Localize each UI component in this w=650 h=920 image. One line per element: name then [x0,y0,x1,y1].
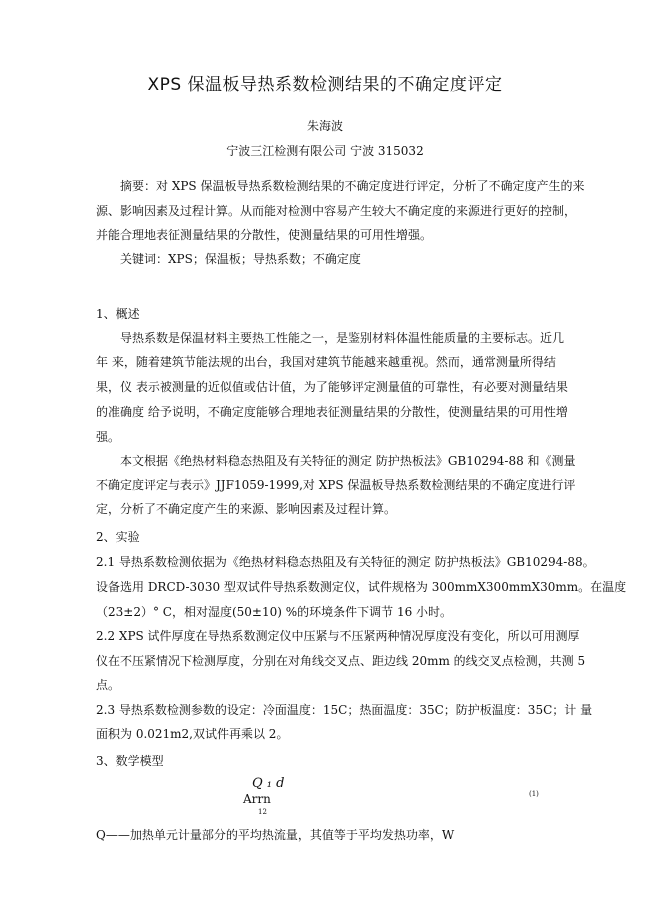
paragraph-line: 果，仪 表示被测量的近似值或估计值，为了能够评定测量值的可靠性，有必要对测量结果 [96,380,568,394]
paragraph-line: 点。 [96,678,121,692]
formula-numerator: Q ₁ d [252,776,285,791]
paragraph-line: 年 来，随着建筑节能法规的出台，我国对建筑节能越来越重视。然而，通常测量所得结 [96,355,556,369]
abstract-line: 并能合理地表征测量结果的分散性，使测量结果的可用性增强。 [96,228,433,242]
paragraph-line: 仪在不压紧情况下检测厚度，分别在对角线交叉点、距边线 20mm 的线交叉点检测，共测 5 [96,654,586,668]
paper-title: XPS 保温板导热系数检测结果的不确定度评定 [147,75,503,95]
author-affiliation: 宁波三江检测有限公司 宁波 315032 [226,144,424,158]
section-heading-2: 2、实验 [96,530,140,544]
paragraph-line: 2.2 XPS 试件厚度在导热系数测定仪中压紧与不压紧两种情况厚度没有变化，所以可用测厚 [96,629,580,643]
paragraph-line: （23±2）° C，相对湿度(50±10) %的环境条件下调节 16 小时。 [96,605,453,619]
section-heading-1: 1、概述 [96,307,140,321]
section-heading-3: 3、数学模型 [96,754,164,768]
paragraph-line: 设备选用 DRCD-3030 型双试件导热系数测定仪，试件规格为 300mmX300mmX30mm。在温度 [96,580,627,594]
abstract-line: 源、影响因素及过程计算。从而能对检测中容易产生较大不确定度的来源进行更好的控制， [96,204,577,218]
formula-denominator: Arrn [243,792,271,806]
paragraph-line: 2.3 导热系数检测参数的设定：冷面温度：15C；热面温度：35C；防护板温度：35C；计 量 [96,703,593,717]
paragraph-line: 定，分析了不确定度产生的来源、影响因素及过程计算。 [96,502,397,516]
paragraph-line: 本文根据《绝热材料稳态热阻及有关特征的测定 防护热板法》GB10294-88 和《测量 [120,454,576,468]
abstract-line: 摘要：对 XPS 保温板导热系数检测结果的不确定度进行评定，分析了不确定度产生的来 [120,179,585,193]
paragraph-line: 强。 [96,430,121,444]
paragraph-line: 导热系数是保温材料主要热工性能之一，是鉴别材料体温性能质量的主要标志。近几 [120,331,565,345]
definition-line: Q——加热单元计量部分的平均热流量，其值等于平均发热功率，W [96,828,455,842]
paragraph-line: 不确定度评定与表示》JJF1059-1999,对 XPS 保温板导热系数检测结果的不确定度进行评 [96,478,576,492]
keywords: 关键词：XPS；保温板；导热系数；不确定度 [120,252,361,266]
author-name: 朱海波 [306,119,343,133]
formula-subscript: 12 [258,808,267,816]
paragraph-line: 2.1 导热系数检测依据为《绝热材料稳态热阻及有关特征的测定 防护热板法》GB10294-88。 [96,555,595,569]
paragraph-line: 面积为 0.021m2,双试件再乘以 2。 [96,727,289,741]
paragraph-line: 的准确度 给予说明，不确定度能够合理地表征测量结果的分散性，使测量结果的可用性增 [96,405,568,419]
equation-number: (1) [529,790,539,798]
